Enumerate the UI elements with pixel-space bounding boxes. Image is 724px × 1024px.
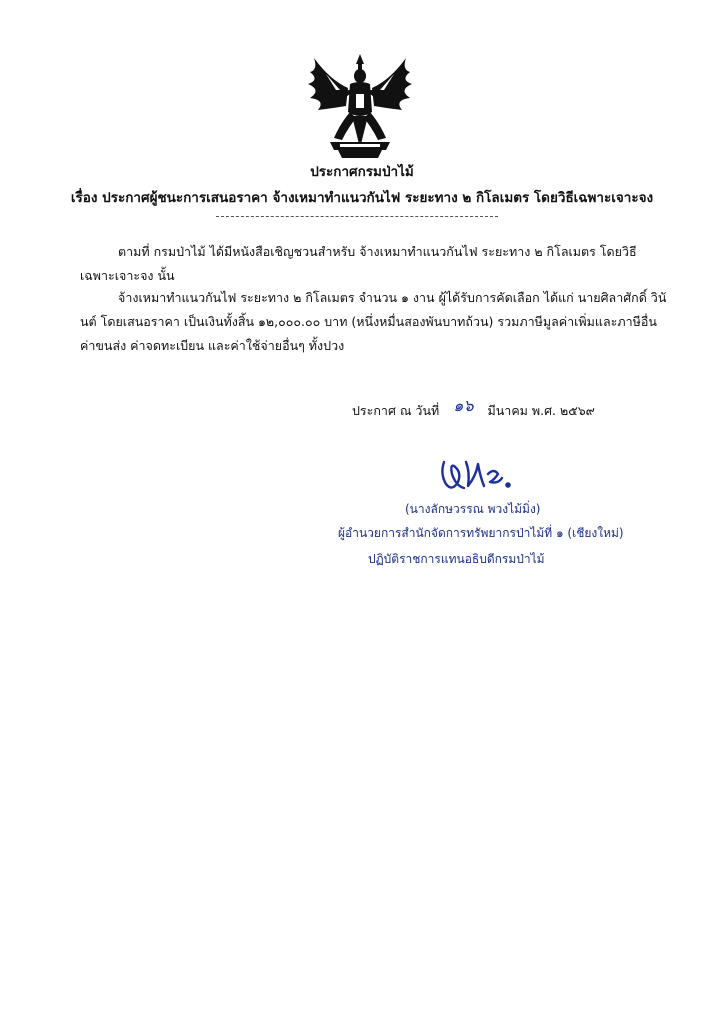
body-paragraph-1: ตามที่ กรมป่าไม้ ได้มีหนังสือเชิญชวนสำหรับ จ้างเหมาทำแนวกันไฟ ระยะทาง ๒ กิโลเมตร โดยวิธีเฉพาะเจาะจง นั้น (80, 244, 637, 283)
garuda-emblem (300, 50, 420, 162)
date-month-year: มีนาคม พ.ศ. ๒๕๖๙ (487, 403, 595, 418)
date-prefix: ประกาศ ณ วันที่ (352, 403, 440, 418)
signatory-position: ผู้อำนวยการสำนักจัดการทรัพยากรป่าไม้ที่ ๑ (เชียงใหม่) (338, 526, 624, 540)
handwritten-signature (432, 452, 522, 497)
announcement-date (352, 398, 595, 423)
announcement-subject: เรื่อง ประกาศผู้ชนะการเสนอราคา จ้างเหมาทำแนวกันไฟ ระยะทาง ๒ กิโลเมตร โดยวิธีเฉพาะเจาะจง (70, 190, 654, 206)
date-day-handwritten: ๑๖ (453, 396, 474, 415)
divider-line (216, 216, 498, 217)
signatory-acting-for: ปฏิบัติราชการแทนอธิบดีกรมป่าไม้ (368, 552, 545, 566)
body-paragraph-2: จ้างเหมาทำแนวกันไฟ ระยะทาง ๒ กิโลเมตร จำนวน ๑ งาน ผู้ได้รับการคัดเลือก ได้แก่ นายศิลาศักดิ์ วินันต์ โดยเสนอราคา เป็นเงินทั้งสิ้น ๑๒,๐๐๐.๐๐ บาท (หนึ่งหมื่นสองพันบาทถ้วน) รวมภาษีมูลค่าเพิ่มและภาษีอื่น ค่าขนส่ง ค่าจดทะเบียน และค่าใช้จ่ายอื่นๆ ทั้งปวง (80, 290, 667, 353)
signatory-name: (นางลักษวรรณ พวงไม้มิ่ง) (405, 502, 541, 516)
announcement-title: ประกาศกรมป่าไม้ (310, 164, 414, 180)
